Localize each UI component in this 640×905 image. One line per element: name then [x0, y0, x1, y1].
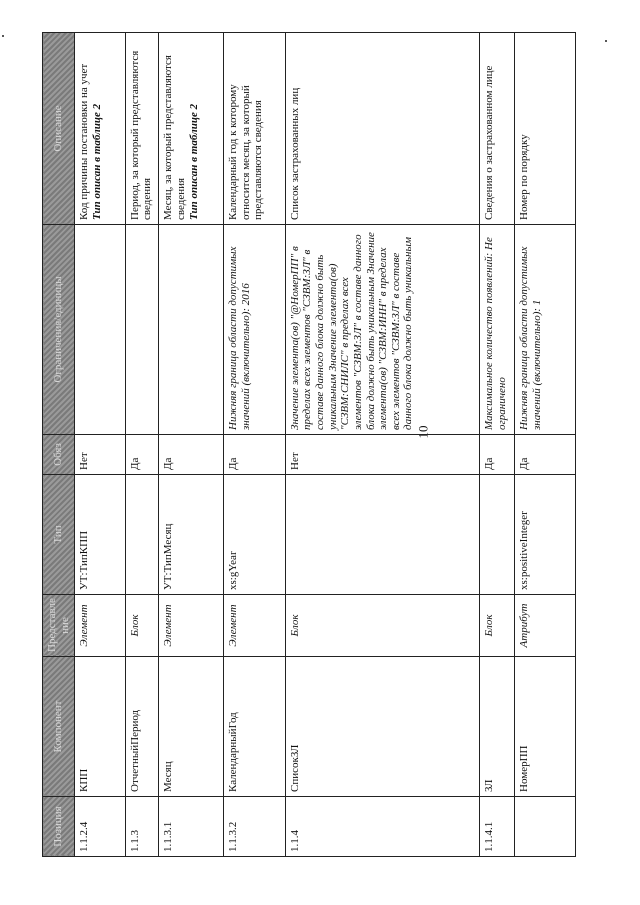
cell-representation-text: Блок	[288, 614, 301, 637]
cell-required	[223, 435, 285, 475]
cell-position-text: 1.1.2.4	[78, 821, 91, 852]
cell-limits	[515, 225, 576, 435]
cell-limits	[159, 225, 224, 435]
cell-type-text: xs:positiveInteger	[518, 511, 531, 590]
header-component: Компонент	[43, 657, 75, 797]
cell-representation	[223, 595, 285, 657]
cell-representation-text: Элемент	[226, 604, 239, 647]
cell-component-text: Месяц	[162, 761, 175, 792]
cell-description-text: Календарный год к которому относится месяц, за который представляются сведения	[226, 84, 265, 220]
cell-position	[223, 797, 285, 857]
cell-representation-text: Элемент	[78, 604, 91, 647]
cell-description-text: Список застрахованных лиц	[288, 87, 301, 220]
cell-required-text: Да	[128, 457, 141, 470]
cell-component	[285, 657, 479, 797]
cell-position-text: 1.1.4	[288, 830, 301, 852]
cell-limits-text: Нижняя граница области допустимых значений (включительно): 1	[518, 246, 543, 430]
header-type: Тип	[43, 475, 75, 595]
cell-description	[125, 33, 158, 225]
cell-description-text: Период, за который представляются сведения	[128, 50, 154, 220]
table-row	[479, 33, 514, 857]
cell-component-text: ОтчетныйПериод	[128, 709, 141, 792]
cell-representation	[515, 595, 576, 657]
cell-required-text: Да	[518, 457, 531, 470]
table-row	[125, 33, 158, 857]
cell-component-text: КПП	[78, 768, 91, 792]
cell-position-text: 1.1.3.1	[162, 821, 175, 852]
rotated-table-container	[42, 33, 576, 857]
cell-component	[479, 657, 514, 797]
cell-component	[159, 657, 224, 797]
cell-component-text: НомерПП	[518, 745, 531, 792]
cell-type	[479, 475, 514, 595]
table-header-row	[43, 33, 75, 857]
cell-limits	[479, 225, 514, 435]
cell-position	[159, 797, 224, 857]
cell-type	[285, 475, 479, 595]
cell-description	[515, 33, 576, 225]
table-row	[515, 33, 576, 857]
cell-required	[515, 435, 576, 475]
cell-position-text: 1.1.3	[128, 830, 141, 852]
cell-description-text: Код причины постановки на учет	[78, 63, 91, 220]
header-description: Описание	[43, 33, 75, 225]
cell-type	[515, 475, 576, 595]
header-representation: Представле ние	[43, 595, 75, 657]
cell-description	[479, 33, 514, 225]
cell-component	[125, 657, 158, 797]
cell-limits	[223, 225, 285, 435]
cell-representation	[75, 595, 126, 657]
cell-required	[285, 435, 479, 475]
cell-limits	[285, 225, 479, 435]
cell-required	[75, 435, 126, 475]
header-required: Обяз	[43, 435, 75, 475]
cell-component	[75, 657, 126, 797]
cell-position	[515, 797, 576, 857]
cell-type-text: xs:gYear	[226, 551, 239, 590]
table-row	[159, 33, 224, 857]
cell-position	[125, 797, 158, 857]
cell-limits-text: Нижняя граница области допустимых значений (включительно): 2016	[226, 246, 252, 430]
cell-description	[223, 33, 285, 225]
cell-required	[479, 435, 514, 475]
cell-description	[159, 33, 224, 225]
cell-component	[515, 657, 576, 797]
cell-required	[125, 435, 158, 475]
description-type-note: Тип описан в таблице 2	[90, 103, 103, 220]
cell-representation	[479, 595, 514, 657]
cell-representation	[125, 595, 158, 657]
cell-required-text: Нет	[288, 452, 301, 470]
scan-speck	[2, 35, 4, 37]
cell-position	[75, 797, 126, 857]
schema-table	[42, 32, 576, 857]
cell-description	[285, 33, 479, 225]
cell-type-text: УТ:ТипМесяц	[162, 523, 175, 590]
cell-required-text: Да	[162, 457, 175, 470]
cell-component-text: КалендарныйГод	[226, 712, 239, 792]
cell-description	[75, 33, 126, 225]
cell-representation-text: Атрибут	[518, 603, 531, 648]
cell-position-text: 1.1.3.2	[226, 821, 239, 852]
cell-required-text: Да	[226, 457, 239, 470]
cell-representation-text: Элемент	[162, 604, 175, 647]
header-position: Позиция	[43, 797, 75, 857]
cell-component-text: СписокЗЛ	[288, 744, 301, 792]
cell-limits	[125, 225, 158, 435]
table-row	[223, 33, 285, 857]
cell-required-text: Да	[482, 457, 495, 470]
cell-type-text: УТ:ТипКПП	[78, 530, 91, 590]
cell-representation	[285, 595, 479, 657]
cell-type	[159, 475, 224, 595]
cell-type	[75, 475, 126, 595]
cell-type	[223, 475, 285, 595]
description-type-note: Тип описан в таблице 2	[187, 103, 200, 220]
cell-component-text: ЗЛ	[482, 779, 495, 792]
cell-limits-text: Максимальное количество появлений: Не ограничено	[482, 237, 508, 430]
header-limits: Ограничения/единицы	[43, 225, 75, 435]
cell-required-text: Нет	[78, 452, 91, 470]
cell-type	[125, 475, 158, 595]
cell-required	[159, 435, 224, 475]
cell-description-text: Номер по порядку	[518, 134, 531, 220]
cell-description-text: Сведения о застрахованном лице	[482, 65, 495, 220]
cell-component	[223, 657, 285, 797]
cell-position-text: 1.1.4.1	[482, 821, 495, 852]
scan-speck	[605, 40, 607, 42]
cell-representation-text: Блок	[128, 614, 141, 637]
cell-position	[479, 797, 514, 857]
cell-limits-text: Значение элемента(ов) "@НомерПП" в пределах всех элементов "СЗВМ:ЗЛ" в составе данного блока должно быть уникальным Значение элемента(ов) "СЗВМ:СНИЛС" в пределах всех элементов "СЗВМ:ЗЛ" в составе данного блока должно быть уникальным Значение элемента(ов) "СЗВМ:ИНН" в пределах всех элементов "СЗВМ:ЗЛ" в составе данного блока должно быть уникальным	[288, 232, 415, 430]
cell-description-text: Месяц, за который представляются сведения	[162, 55, 187, 220]
cell-representation-text: Блок	[482, 614, 495, 637]
cell-representation	[159, 595, 224, 657]
page-number: 10	[415, 425, 431, 439]
table-row	[75, 33, 126, 857]
table-row	[285, 33, 479, 857]
cell-position	[285, 797, 479, 857]
cell-limits	[75, 225, 126, 435]
